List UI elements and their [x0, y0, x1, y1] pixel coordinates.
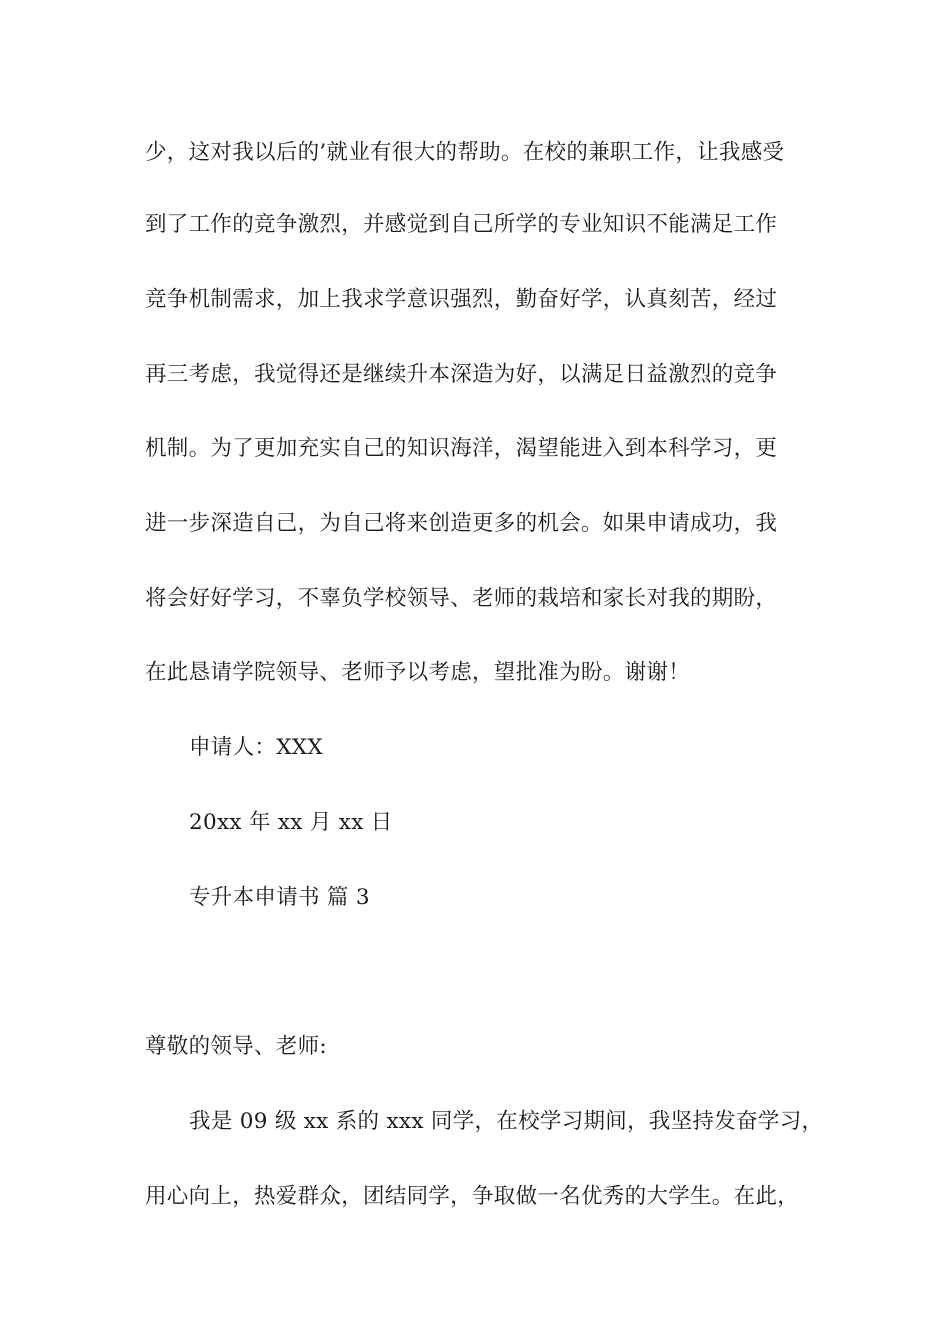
applicant-signature: 申请人：XXX	[189, 735, 324, 760]
body-text-line: 在此恳请学院领导、老师予以考虑，望批准为盼。谢谢！	[145, 660, 691, 685]
body-text-line: 再三考虑，我觉得还是继续升本深造为好，以满足日益激烈的竞争	[145, 362, 778, 387]
body-text-line: 到了工作的竞争激烈，并感觉到自己所学的专业知识不能满足工作	[145, 212, 778, 237]
body-text-line: 竞争机制需求，加上我求学意识强烈，勤奋好学，认真刻苦，经过	[145, 287, 778, 312]
body-text-line: 将会好好学习，不辜负学校领导、老师的栽培和家长对我的期盼，	[145, 586, 778, 611]
body-text-line: 机制。为了更加充实自己的知识海洋，渴望能进入到本科学习，更	[145, 436, 778, 461]
body-text-line: 我是 09 级 xx 系的 xxx 同学，在校学习期间，我坚持发奋学习，	[189, 1109, 824, 1134]
body-text-line: 少，这对我以后的’就业有很大的帮助。在校的兼职工作，让我感受	[145, 140, 785, 165]
signature-date: 20xx 年 xx 月 xx 日	[189, 810, 393, 835]
body-text-line: 进一步深造自己，为自己将来创造更多的机会。如果申请成功，我	[145, 511, 778, 536]
section-title: 专升本申请书 篇 3	[189, 885, 370, 910]
body-text-line: 用心向上，热爱群众，团结同学，争取做一名优秀的大学生。在此，	[145, 1184, 800, 1209]
salutation: 尊敬的领导、老师:	[145, 1034, 327, 1059]
